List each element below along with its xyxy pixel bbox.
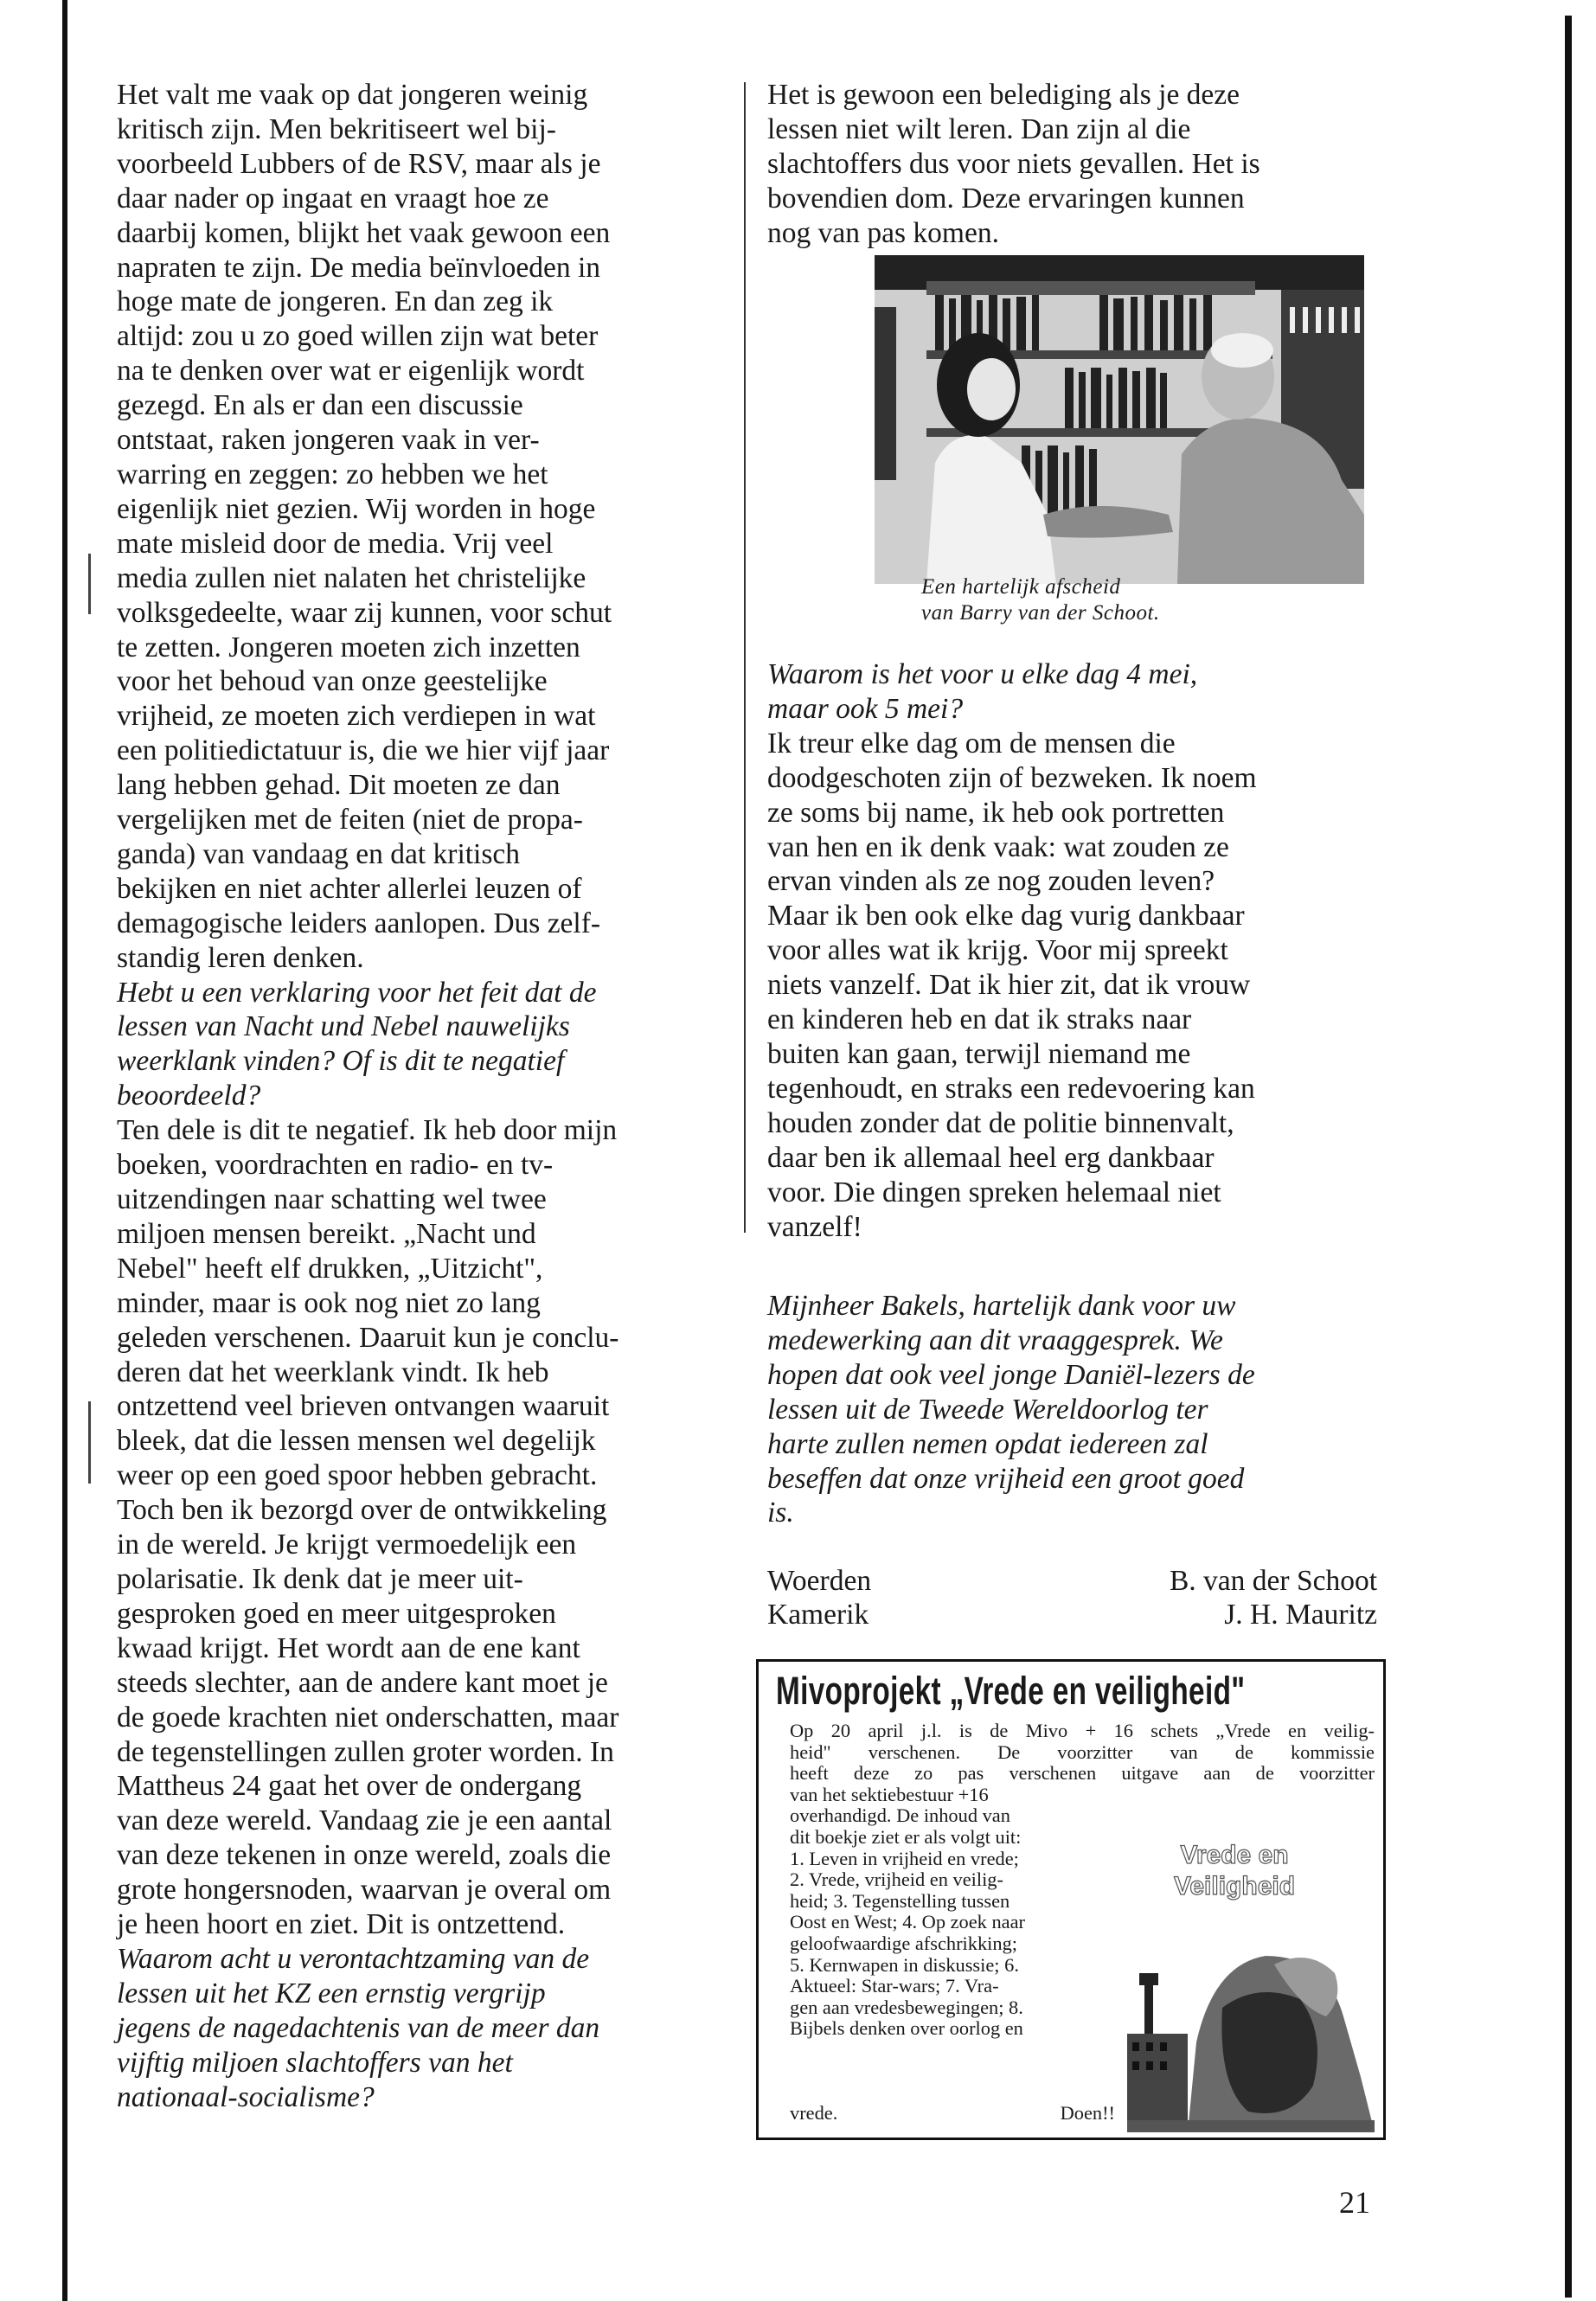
scan-edge-bar — [1565, 16, 1572, 2298]
farewell-photo — [875, 255, 1364, 584]
answer-paragraph: Ik treur elke dag om de mensen die doodgeschoten zijn of bezweken. Ik noem ze soms bij name, ik heb ook portretten van hen en ik denk vaak: wat zouden ze ervan vinden als ze nog zouden leven? Maar ik ben ook elke dag vurig dankbaar voor alles wat ik krijg. Voor mij spreekt niets vanzelf. Dat ik hier zit, dat ik vrouw en kinderen heb en dat ik straks naar buiten kan gaan, terwijl niemand me tegenhoudt, en straks een redevoering kan houden zonder dat de politie binnenvalt, daar ben ik allemaal heel erg dankbaar voor. Die dingen spreken helemaal niet vanzelf! — [767, 727, 1257, 1243]
interview-question: Waarom acht u verontachtzaming van de lessen uit het KZ een ernstig vergrijp jegens de nagedachtenis van de meer dan vijftig miljoen slachtoffers van het nationaal-socialisme? — [117, 1942, 600, 2113]
right-column-closing — [767, 1289, 1390, 1530]
signers — [767, 1564, 1377, 1631]
box-line: Aktueel: Star-wars; 7. Vra- — [790, 1975, 999, 1997]
box-line: 5. Kernwapen in diskussie; 6. — [790, 1953, 1019, 1976]
interview-question: Waarom is het voor u elke dag 4 mei, maar ook 5 mei? — [767, 658, 1198, 725]
box-line: heeft deze zo pas verschenen uitgave aan de voorzitter — [790, 1762, 1375, 1785]
closing-remark: Mijnheer Bakels, hartelijk dank voor uw medewerking aan dit vraaggesprek. We hopen dat ook veel jonge Daniël-lezers de lessen uit de Tweede Wereldoorlog ter harte zullen nemen opdat iedereen zal beseffen dat onze vrijheid een groot goed is. — [767, 1290, 1255, 1529]
signer-name: J. H. Mauritz — [1224, 1599, 1377, 1631]
answer-paragraph: Het valt me vaak op dat jongeren weinig kritisch zijn. Men bekritiseert wel bij- voorbeeld Lubbers of de RSV, maar als je daar nader op ingaat en vraagt hoe ze daarbij komen, blijkt het vaak gewoon een napraten te zijn. De media beïnvloeden in hoge mate de jongeren. En dan zeg ik altijd: zou u zo goed willen zijn wat beter na te denken over wat er eigenlijk wordt gezegd. En als er dan een discussie ontstaat, raken jongeren vaak in ver- warring en zeggen: zo hebben we het eigenlijk niet gezien. Wij worden in hoge mate misleid door de media. Vrij veel media zullen niet nalaten het christelijke volksgedeelte, waar zij kunnen, voor schut te zetten. Jongeren moeten zich inzetten voor het behoud van onze geestelijke vrijheid, ze moeten zich verdiepen in wat een politiedictatuur is, die we hier vijf jaar lang hebben gehad. Dit moeten ze dan vergelijken met de feiten (niet de propa- ganda) van vandaag en dat kritisch bekijken en niet achter allerlei leuzen of demagogische leiders aanlopen. Dus zelf- standig leren denken. — [117, 79, 612, 974]
left-column — [117, 78, 714, 2114]
box-line: Oost en West; 4. Op zoek naar — [790, 1911, 1025, 1933]
box-last-right: Doen!! — [1060, 2102, 1115, 2124]
box-line: Op 20 april j.l. is de Mivo + 16 schets „Vrede en veilig- — [790, 1720, 1375, 1741]
box-last-left: vrede. — [790, 2102, 838, 2124]
box-line: 1. Leven in vrijheid en vrede; — [790, 1847, 1019, 1869]
booklet-cover-title: Vrede en Veiligheid — [1174, 1841, 1296, 1900]
column-rule — [744, 82, 746, 1233]
answer-paragraph: Het is gewoon een belediging als je deze lessen niet wilt leren. Dan zijn al die slachtoffers dus voor niets gevallen. Het is bovendien dom. Deze ervaringen kunnen nog van pas komen. — [767, 79, 1260, 249]
box-line: van het sektiebestuur +16 — [790, 1783, 989, 1805]
signer-row — [767, 1564, 1377, 1598]
box-last-line — [790, 2102, 1115, 2125]
box-line: 2. Vrede, vrijheid en veilig- — [790, 1868, 1003, 1891]
mivo-announcement-box — [756, 1659, 1386, 2140]
answer-paragraph: Ten dele is dit te negatief. Ik heb door mijn boeken, voordrachten en radio- en tv- uitzendingen naar schatting wel twee miljoen mensen bereikt. „Nacht und Nebel" heeft elf drukken, „Uitzicht", minder, maar is ook nog niet zo lang geleden verschenen. Daaruit kun je conclu- deren dat het weerklank vindt. Ik heb ontzettend veel brieven ontvangen waaruit bleek, dat die lessen mensen wel degelijk weer op een goed spoor hebben gebracht. Toch ben ik bezorgd over de ontwikkeling in de wereld. Je krijgt vermoedelijk een polarisatie. Ik denk dat je meer uit- gesproken goed en meer uitgesproken kwaad krijgt. Het wordt aan de ene kant steeds slechter, aan de andere kant moet je de goede krachten niet onderschatten, maar de tegenstellingen zullen groter worden. In Mattheus 24 gaat het over de ondergang van deze wereld. Vandaag zie je een aantal van deze tekenen in onze wereld, zoals die grote hongersnoden, waarvan je overal om je heen hoort en ziet. Dit is ontzettend. — [117, 1114, 619, 1941]
page-number: 21 — [1339, 2185, 1370, 2220]
margin-scratch — [88, 554, 91, 614]
photo-caption: Een hartelijk afscheid van Barry van der Schoot. — [921, 575, 1160, 625]
signer-place: Kamerik — [767, 1599, 869, 1631]
right-column-middle — [767, 657, 1390, 1244]
box-line: heid" verschenen. De voorzitter van de kommissie — [790, 1740, 1375, 1763]
box-line: heid; 3. Tegenstelling tussen — [790, 1889, 1010, 1912]
signer-row — [767, 1598, 1377, 1631]
signer-name: B. van der Schoot — [1169, 1565, 1377, 1597]
margin-scratch — [88, 1401, 91, 1484]
box-line: overhandigd. De inhoud van — [790, 1804, 1010, 1827]
box-line: Bijbels denken over oorlog en — [790, 2017, 1023, 2040]
box-line: gen aan vredesbewegingen; 8. — [790, 1996, 1023, 2018]
booklet-cover-image — [1127, 1835, 1375, 2132]
signer-place: Woerden — [767, 1565, 872, 1597]
interview-question: Hebt u een verklaring voor het feit dat de lessen van Nacht und Nebel nauwelijks weerklank vinden? Of is dit te negatief beoordeeld? — [117, 976, 597, 1112]
box-line: dit boekje ziet er als volgt uit: — [790, 1825, 1022, 1848]
box-title: Mivoprojekt „Vrede en veiligheid" — [776, 1669, 1246, 1713]
right-column-top — [767, 78, 1390, 251]
box-line: geloofwaardige afschrikking; — [790, 1932, 1017, 1954]
scan-edge-mark-left — [62, 0, 67, 2301]
